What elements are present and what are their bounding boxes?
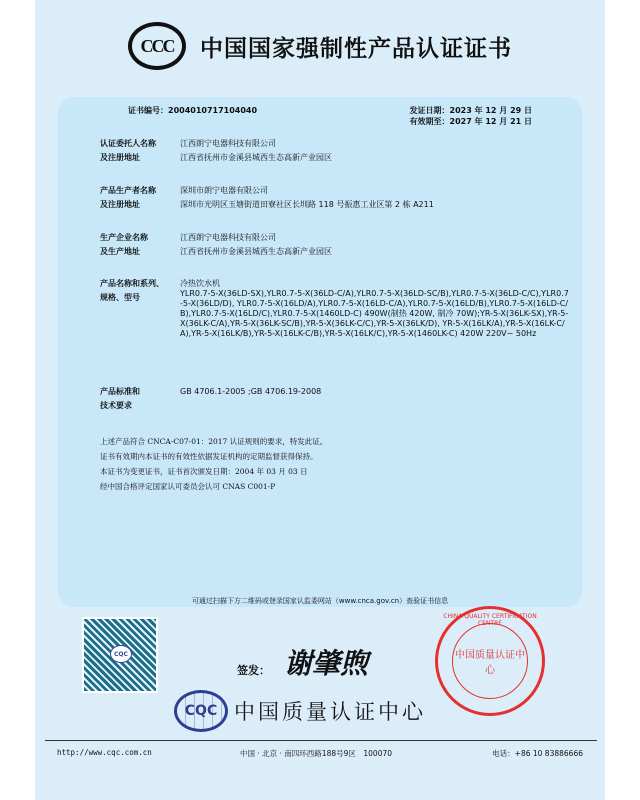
qr-code[interactable] <box>82 617 158 693</box>
footer-url[interactable]: http://www.cqc.com.cn <box>57 748 152 757</box>
cqc-mini-logo: CQC <box>110 645 132 663</box>
certificate-header <box>35 22 605 70</box>
factory-field: 生产企业名称 及生产地址 江西朗宁电器科技有限公司 江西省抚州市金溪县城西生态高新产业园区 <box>100 233 332 256</box>
verify-note: 可通过扫描下方二维码或登录国家认监委网站（www.cnca.gov.cn）查验证书信息 <box>191 597 449 605</box>
certificate-body <box>58 97 582 607</box>
org-name: 中国质量认证中心 <box>234 700 426 724</box>
issue-date: 2023 年 12 月 29 日 <box>449 106 532 115</box>
footer-phone: 电话：+86 10 83886666 <box>492 749 583 758</box>
signature-label: 签发： <box>237 664 270 677</box>
product-field: 产品名称和系列、 规格、型号 冷热饮水机 YLR0.7-5-X(36LD-SX),YLR0.7-5-X(36LD-C/A),YLR0.7-5-X(36LD-SC/B),YLR0.7-5-X(36LD-C/C),YLR0.7-5-X(36LD/D), YLR0.7-5-X(16LD/A),YLR0.7-5-X(16LD-C/A),YLR0.7-5-X(16LD/B),YLR0.7-5-X(16LD-C/B),YLR0.7-5-X(16LD/C),YLR0.7-5-X(1460LD-C) 490W(制热 420W, 制冷 70W);YR-5-X(36LK-SX),YR-5-X(36LK-C/A),YR-5-X(36LK-SC/B),YR-5-X(36LK-C/C),YR-5-X(36LK/D), YR-5-X(16LK/A),YR-5-X(16LK-C/A),YR-5-X(16LK/B),YR-5-X(16LK-C/B),YR-5-X(16LK/C),YR-5-X(1460LK-C) 420W 220V~ 50Hz <box>100 279 569 338</box>
product-models: YLR0.7-5-X(36LD-SX),YLR0.7-5-X(36LD-C/A),YLR0.7-5-X(36LD-SC/B),YLR0.7-5-X(36LD-C/C),YLR0.7-5-X(36LD/D), YLR0.7-5-X(16LD/A),YLR0.7-5-X(16LD-C/A),YLR0.7-5-X(16LD/B),YLR0.7-5-X(16LD-C/B),YLR0.7-5-X(16LD/C),YLR0.7-5-X(1460LD-C) 490W(制热 420W, 制冷 70W);YR-5-X(36LK-SX),YR-5-X(36LK-C/A),YR-5-X(36LK-SC/B),YR-5-X(36LK-C/C),YR-5-X(36LK/D), YR-5-X(16LK/A),YR-5-X(16LK-C/A),YR-5-X(16LK/B),YR-5-X(16LK-C/B),YR-5-X(16LK/C),YR-5-X(1460LK-C) 420W 220V~ 50Hz <box>180 289 569 338</box>
product-name: 冷热饮水机 <box>180 279 220 288</box>
valid-date: 2027 年 12 月 21 日 <box>449 117 532 126</box>
signature: 谢肇煦 <box>284 647 369 680</box>
certificate-number: 证书编号：2004010717104040 <box>128 106 258 115</box>
applicant-field: 认证委托人名称 及注册地址 江西朗宁电器科技有限公司 江西省抚州市金溪县城西生态高新产业园区 <box>100 139 332 162</box>
footer-address: 中国 · 北京 · 南四环西路188号9区 100070 <box>240 749 393 758</box>
ccc-logo: CCC <box>128 22 186 70</box>
certificate-title: 中国国家强制性产品认证证书 <box>200 35 512 62</box>
standard-field: 产品标准和 技术要求 GB 4706.1-2005 ;GB 4706.19-2008 <box>100 387 322 410</box>
official-seal: CHINA QUALITY CERTIFICATION CENTRE 中国质量认证中心 <box>435 606 545 716</box>
certificate-dates: 发证日期：2023 年 12 月 29 日 有效期至：2027 年 12 月 21 日 <box>409 106 532 126</box>
statements: 上述产品符合 CNCA-C07-01：2017 认证规则的要求，特发此证。 证书有效期内本证书的有效性依据发证机构的定期监督获得保持。 本证书为变更证书，证书首次颁发日期：2004 年 03 月 03 日 经中国合格评定国家认可委员会认可 CNAS C001-P <box>100 437 328 491</box>
manufacturer-field: 产品生产者名称 及注册地址 深圳市朗宁电器有限公司 深圳市光明区玉塘街道田寮社区长圳路 118 号振惠工业区第 2 栋 A211 <box>100 186 434 209</box>
footer-divider <box>45 740 597 741</box>
cqc-logo <box>174 690 426 732</box>
cqc-globe-icon: CQC <box>174 690 228 732</box>
